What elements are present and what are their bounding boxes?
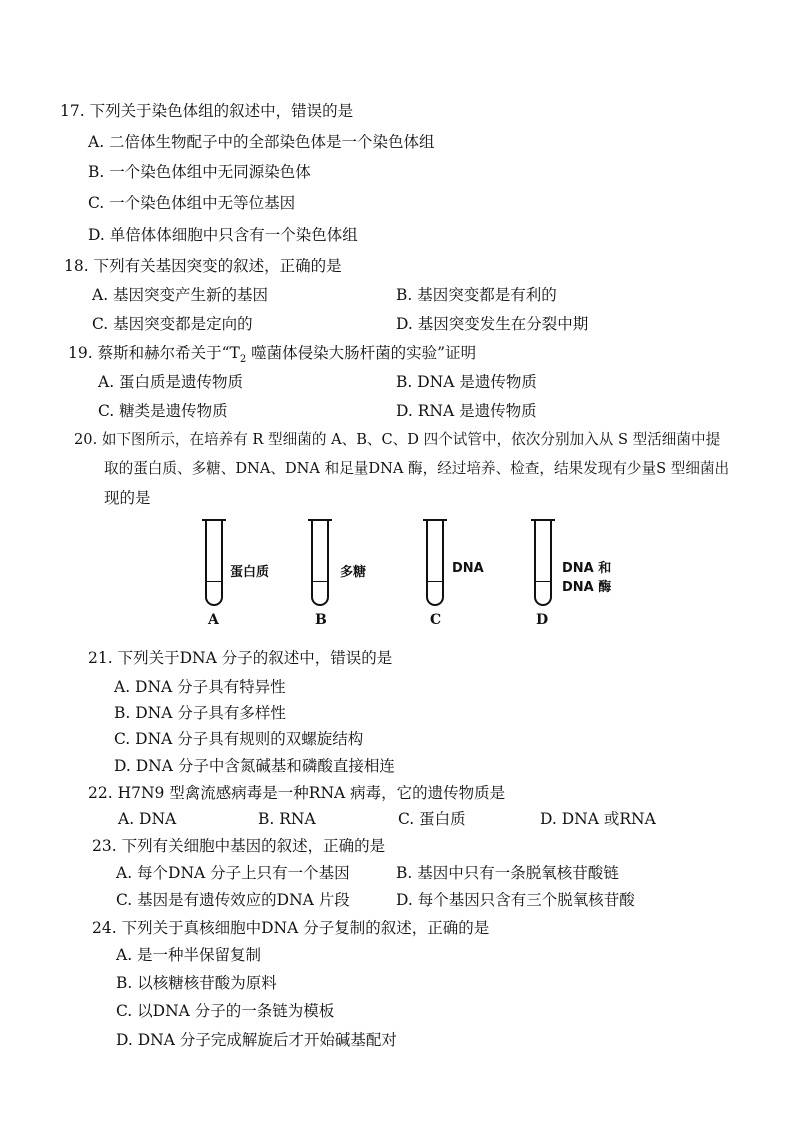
test-tube-c-letter: C xyxy=(430,612,442,628)
q17-option-b: B. 一个染色体组中无同源染色体 xyxy=(88,163,311,181)
test-tube-d-letter: D xyxy=(536,612,549,628)
test-tube-b-liquid xyxy=(313,581,327,604)
q22-option-a: A. DNA xyxy=(118,810,177,828)
q22-stem: 22. H7N9 型禽流感病毒是一种RNA 病毒，它的遗传物质是 xyxy=(88,784,506,802)
q19-option-c: C. 糖类是遗传物质 xyxy=(98,402,228,420)
q22-option-d: D. DNA 或RNA xyxy=(540,810,656,828)
q24-option-a: A. 是一种半保留复制 xyxy=(116,946,262,964)
q24-option-b: B. 以核糖核苷酸为原料 xyxy=(116,974,277,992)
q18-stem: 18. 下列有关基因突变的叙述，正确的是 xyxy=(64,257,342,275)
test-tube-c-label: DNA xyxy=(452,561,484,576)
q20-stem-line1: 20. 如下图所示，在培养有 R 型细菌的 A、B、C、D 四个试管中，依次分别加入从 S 型活细菌中提 xyxy=(74,431,721,448)
q24-option-d: D. DNA 分子完成解旋后才开始碱基配对 xyxy=(116,1031,397,1049)
test-tube-a-label: 蛋白质 xyxy=(230,565,270,580)
q18-option-b: B. 基因突变都是有利的 xyxy=(396,286,557,304)
test-tube-c xyxy=(426,521,444,606)
test-tube-b xyxy=(311,521,329,606)
test-tube-b-label: 多糖 xyxy=(340,565,367,580)
q22-option-b: B. RNA xyxy=(258,810,316,828)
q19-option-b: B. DNA 是遗传物质 xyxy=(396,373,537,391)
q21-option-d: D. DNA 分子中含氮碱基和磷酸直接相连 xyxy=(114,757,395,775)
q19-option-a: A. 蛋白质是遗传物质 xyxy=(98,373,244,391)
q22-option-c: C. 蛋白质 xyxy=(398,810,466,828)
q24-option-c: C. 以DNA 分子的一条链为模板 xyxy=(116,1002,335,1020)
q17-option-d: D. 单倍体体细胞中只含有一个染色体组 xyxy=(88,226,358,244)
q20-stem-line3: 现的是 xyxy=(104,489,151,507)
q21-stem: 21. 下列关于DNA 分子的叙述中，错误的是 xyxy=(88,649,393,667)
q17-stem: 17. 下列关于染色体组的叙述中，错误的是 xyxy=(60,102,354,120)
q18-option-c: C. 基因突变都是定向的 xyxy=(92,315,253,333)
test-tube-b-letter: B xyxy=(315,612,327,628)
test-tube-a xyxy=(205,521,223,606)
q19-stem-post: 噬菌体侵染大肠杆菌的实验”证明 xyxy=(246,344,477,362)
q21-option-c: C. DNA 分子具有规则的双螺旋结构 xyxy=(114,730,364,748)
q19-option-d: D. RNA 是遗传物质 xyxy=(396,402,537,420)
q18-option-d: D. 基因突变发生在分裂中期 xyxy=(396,315,589,333)
q23-option-b: B. 基因中只有一条脱氧核苷酸链 xyxy=(396,864,619,882)
q18-option-a: A. 基因突变产生新的基因 xyxy=(92,286,269,304)
test-tube-a-liquid xyxy=(207,581,221,604)
q23-option-a: A. 每个DNA 分子上只有一个基因 xyxy=(116,864,350,882)
q19-stem xyxy=(68,342,476,371)
q20-stem-line2: 取的蛋白质、多糖、DNA、DNA 和足量DNA 酶，经过培养、检查，结果发现有少量S 型细菌出 xyxy=(104,460,730,477)
test-tube-d-liquid xyxy=(536,581,550,604)
test-tube-d-label-line1: DNA 和 xyxy=(562,561,612,576)
q23-option-c: C. 基因是有遗传效应的DNA 片段 xyxy=(116,891,350,909)
test-tube-d-label-line2: DNA 酶 xyxy=(562,580,612,595)
test-tube-d xyxy=(534,521,552,606)
q21-option-a: A. DNA 分子具有特异性 xyxy=(114,678,286,696)
q21-option-b: B. DNA 分子具有多样性 xyxy=(114,704,286,722)
q17-option-c: C. 一个染色体组中无等位基因 xyxy=(88,194,296,212)
q24-stem: 24. 下列关于真核细胞中DNA 分子复制的叙述，正确的是 xyxy=(92,919,490,937)
test-tube-a-letter: A xyxy=(208,612,219,628)
q17-option-a: A. 二倍体生物配子中的全部染色体是一个染色体组 xyxy=(88,133,435,151)
q23-stem: 23. 下列有关细胞中基因的叙述，正确的是 xyxy=(92,837,386,855)
q19-stem-sub: 2 xyxy=(239,354,247,366)
test-tube-c-liquid xyxy=(428,581,442,604)
q19-stem-pre: 19. 蔡斯和赫尔希关于“T xyxy=(68,344,240,362)
q23-option-d: D. 每个基因只含有三个脱氧核苷酸 xyxy=(396,891,635,909)
